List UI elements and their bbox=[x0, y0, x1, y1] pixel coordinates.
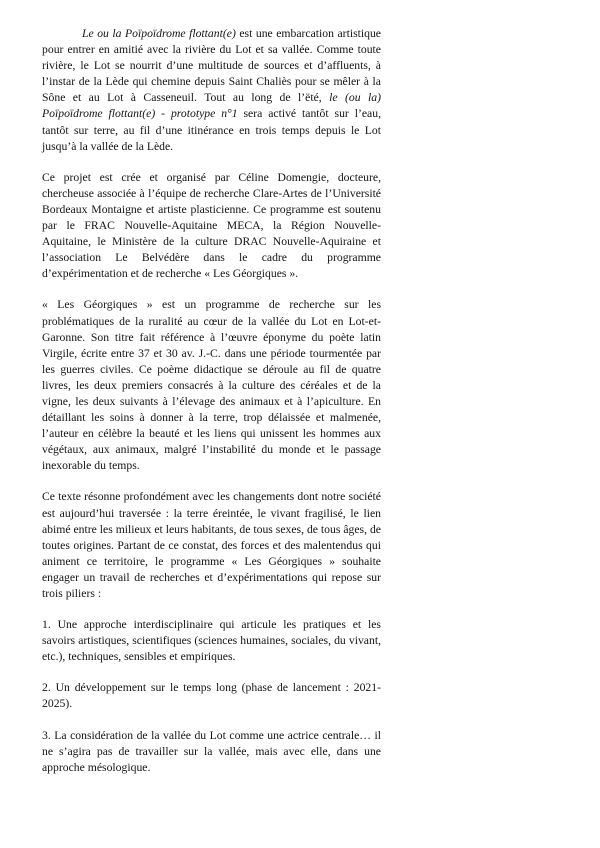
document-body bbox=[42, 26, 381, 776]
body-text: Ce projet est crée et organisé par Céline Domengie, docteure, chercheuse associée à l’équipe de recherche Clare-Artes de l’Université Bordeaux Montaigne et artiste plasticienne. Ce programme est soutenu par le FRAC Nouvelle-Aquitaine MECA, la Région Nouvelle-Aquitaine, le Ministère de la culture DRAC Nouvelle-Aquiraine et l’association Le Belvédère dans le cadre du programme d’expérimentation et de recherche « Les Géorgiques ». bbox=[42, 170, 381, 281]
paragraph-georgiques-programme bbox=[42, 297, 381, 474]
paragraph-resonance bbox=[42, 489, 381, 602]
body-text: est une embarcation artistique pour entrer en amitié avec la rivière du Lot et sa vallée. Comme toute rivière, le Lot se nourrit d’une multitude de sources et d’affluents, à l’instar de la Lède qui chemine depuis Saint Chaliès pour se mêler à la Sône et au Lot à Casseneuil. Tout au long de l’ëté, bbox=[42, 27, 381, 105]
paragraph-pilier-1 bbox=[42, 617, 381, 665]
paragraph-pilier-3 bbox=[42, 728, 381, 776]
body-text: 3. La considération de la vallée du Lot comme une actrice centrale… il ne s’agira pas de travailler sur la vallée, mais avec elle, dans une approche mésologique. bbox=[42, 728, 381, 774]
body-text: Ce texte résonne profondément avec les changements dont notre société est aujourd’hui traversée : la terre éreintée, le vivant fragilisé, le lien abimé entre les milieux et leurs habitants, de tous sexes, de tous âges, de toutes origines. Partant de ce constat, des forces et des malentendus qui animent ce territoire, le programme « Les Géorgiques » souhaite engager un travail de recherches et d’expérimentations qui repose sur trois piliers : bbox=[42, 490, 381, 600]
emphasized-text: Le ou la Poïpoïdrome flottant(e) bbox=[82, 27, 236, 40]
paragraph-intro bbox=[42, 26, 381, 155]
body-text: « Les Géorgiques » est un programme de recherche sur les problématiques de la ruralité au cœur de la vallée du Lot en Lot-et-Garonne. Son titre fait référence à l’œuvre éponyme du poète latin Virgile, écrite entre 37 et 30 av. J.-C. dans une période tourmentée par les guerres civiles. Ce poème didactique se déroule au fil de quatre livres, les deux premiers consacrés à la culture des céréales et de la vigne, les deux suivants à l’élevage des animaux et à l’apiculture. En détaillant les soins à donner à la terre, trop délaissée et malmenée, l’auteur en célèbre la beauté et les liens qui unissent les hommes aux végétaux, aux animaux, malgré l’instabilité du monde et le passage inexorable du temps. bbox=[42, 298, 381, 473]
body-text: 2. Un développement sur le temps long (phase de lancement : 2021-2025). bbox=[42, 681, 381, 711]
paragraph-porteur-projet bbox=[42, 170, 381, 283]
emphasized-text: le (ou la) Poïpoïdrome flottant(e) - prototype n°1 bbox=[42, 91, 382, 121]
paragraph-pilier-2 bbox=[42, 680, 381, 712]
body-text: 1. Une approche interdisciplinaire qui articule les pratiques et les savoirs artistiques, scientifiques (sciences humaines, sociales, du vivant, etc.), techniques, sensibles et empiriques. bbox=[42, 618, 381, 664]
body-text: sera activé tantôt sur l’eau, tantôt sur terre, au fil d’une itinérance en trois temps depuis le Lot jusqu’à la vallée de la Lède. bbox=[42, 107, 381, 153]
